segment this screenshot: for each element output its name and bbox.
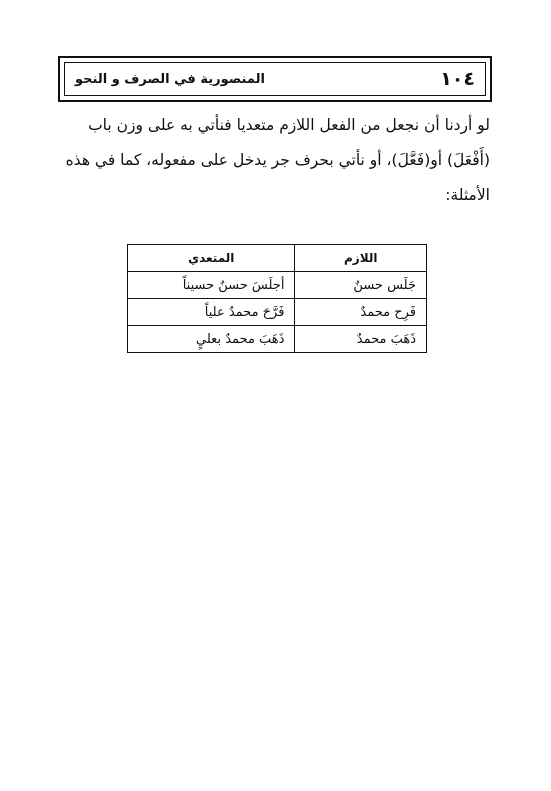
cell-mutaaddi: أجلَسَ حسنٌ حسيناً	[128, 272, 295, 299]
page-header-inner	[64, 62, 486, 96]
cell-lazim: جَلَس حسنٌ	[295, 272, 427, 299]
cell-mutaaddi: فَرَّحَ محمدٌ علياً	[128, 299, 295, 326]
header-lazim: اللازم	[295, 245, 427, 272]
examples-table-wrap	[127, 244, 427, 353]
header-mutaaddi: المتعدي	[128, 245, 295, 272]
paragraph-line: لو أردنا أن نجعل من الفعل اللازم متعديا فنأتي به على وزن باب	[88, 116, 490, 134]
cell-mutaaddi: ذَهَبَ محمدٌ بعليٍ	[128, 326, 295, 353]
table-header-row	[128, 245, 427, 272]
table-row	[128, 326, 427, 353]
cell-lazim: ذَهَبَ محمدٌ	[295, 326, 427, 353]
cell-lazim: فَرِح محمدٌ	[295, 299, 427, 326]
examples-table	[127, 244, 427, 353]
body-paragraph	[60, 108, 490, 213]
page-header	[58, 56, 492, 102]
page-number: ١٠٤	[440, 68, 475, 90]
paragraph-line: (أَفْعَلَ) أو(فَعَّلَ)، أو نأتي بحرف جر يدخل على مفعوله، كما في هذه	[65, 151, 490, 169]
table-row	[128, 299, 427, 326]
paragraph-line: الأمثلة:	[445, 186, 490, 204]
running-title: المنصورية في الصرف و النحو	[75, 71, 265, 87]
table-row	[128, 272, 427, 299]
